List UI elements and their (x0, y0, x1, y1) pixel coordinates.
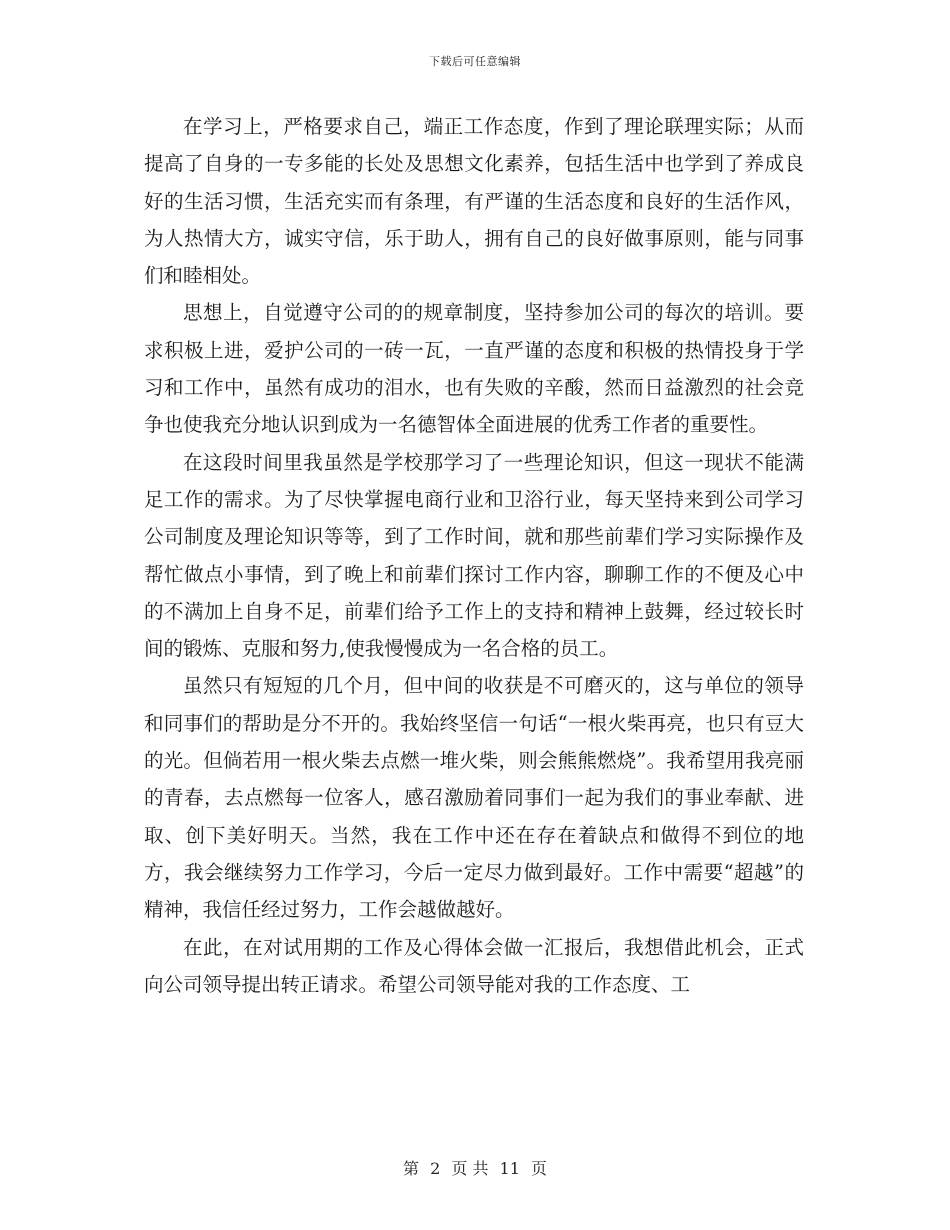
paragraph-request: 在此，在对试用期的工作及心得体会做一汇报后，我想借此机会，正式向公司领导提出转正请求。希望公司领导能对我的工作态度、工 (144, 935, 804, 996)
total-pages-number: 11 (499, 1159, 520, 1178)
current-page-number: 2 (430, 1159, 441, 1178)
document-body (144, 108, 804, 1003)
paragraph-harvest: 虽然只有短短的几个月，但中间的收获是不可磨灭的，这与单位的领导和同事们的帮助是分不开的。我始终坚信一句话“一根火柴再亮，也只有豆大的光。但倘若用一根火柴去点燃一堆火柴，则会熊熊燃烧”。我希望用我亮丽的青春，去点燃每一位客人，感召激励着同事们一起为我们的事业奉献、进取、创下美好明天。当然，我在工作中还在存在着缺点和做得不到位的地方，我会继续努力工作学习，今后一定尽力做到最好。工作中需要“超越”的精神，我信任经过努力，工作会越做越好。 (144, 674, 804, 922)
paragraph-period: 在这段时间里我虽然是学校那学习了一些理论知识，但这一现状不能满足工作的需求。为了尽快掌握电商行业和卫浴行业，每天坚持来到公司学习公司制度及理论知识等等，到了工作时间，就和那些前辈们学习实际操作及帮忙做点小事情，到了晚上和前辈们探讨工作内容，聊聊工作的不便及心中的不满加上自身不足，前辈们给予工作上的支持和精神上鼓舞，经过较长时间的锻炼、克服和努力,使我慢慢成为一名合格的员工。 (144, 450, 804, 661)
paragraph-study: 在学习上，严格要求自己，端正工作态度，作到了理论联理实际；从而提高了自身的一专多能的长处及思想文化素养，包括生活中也学到了养成良好的生活习惯，生活充实而有条理，有严谨的生活态度和良好的生活作风，为人热情大方，诚实守信，乐于助人，拥有自己的良好做事原则，能与同事们和睦相处。 (144, 115, 804, 288)
footer-suffix: 页 (531, 1159, 548, 1178)
paragraph-thought: 思想上，自觉遵守公司的的规章制度，坚持参加公司的每次的培训。要求积极上进，爱护公司的一砖一瓦，一直严谨的态度和积极的热情投身于学习和工作中，虽然有成功的泪水，也有失败的辛酸，然而日益激烈的社会竞争也使我充分地认识到成为一名德智体全面进展的优秀工作者的重要性。 (144, 301, 804, 437)
footer-prefix: 第 (402, 1159, 419, 1178)
page-header: 下载后可任意编辑 (429, 55, 521, 68)
page-footer (0, 1156, 950, 1179)
footer-middle: 页 共 (451, 1159, 489, 1178)
